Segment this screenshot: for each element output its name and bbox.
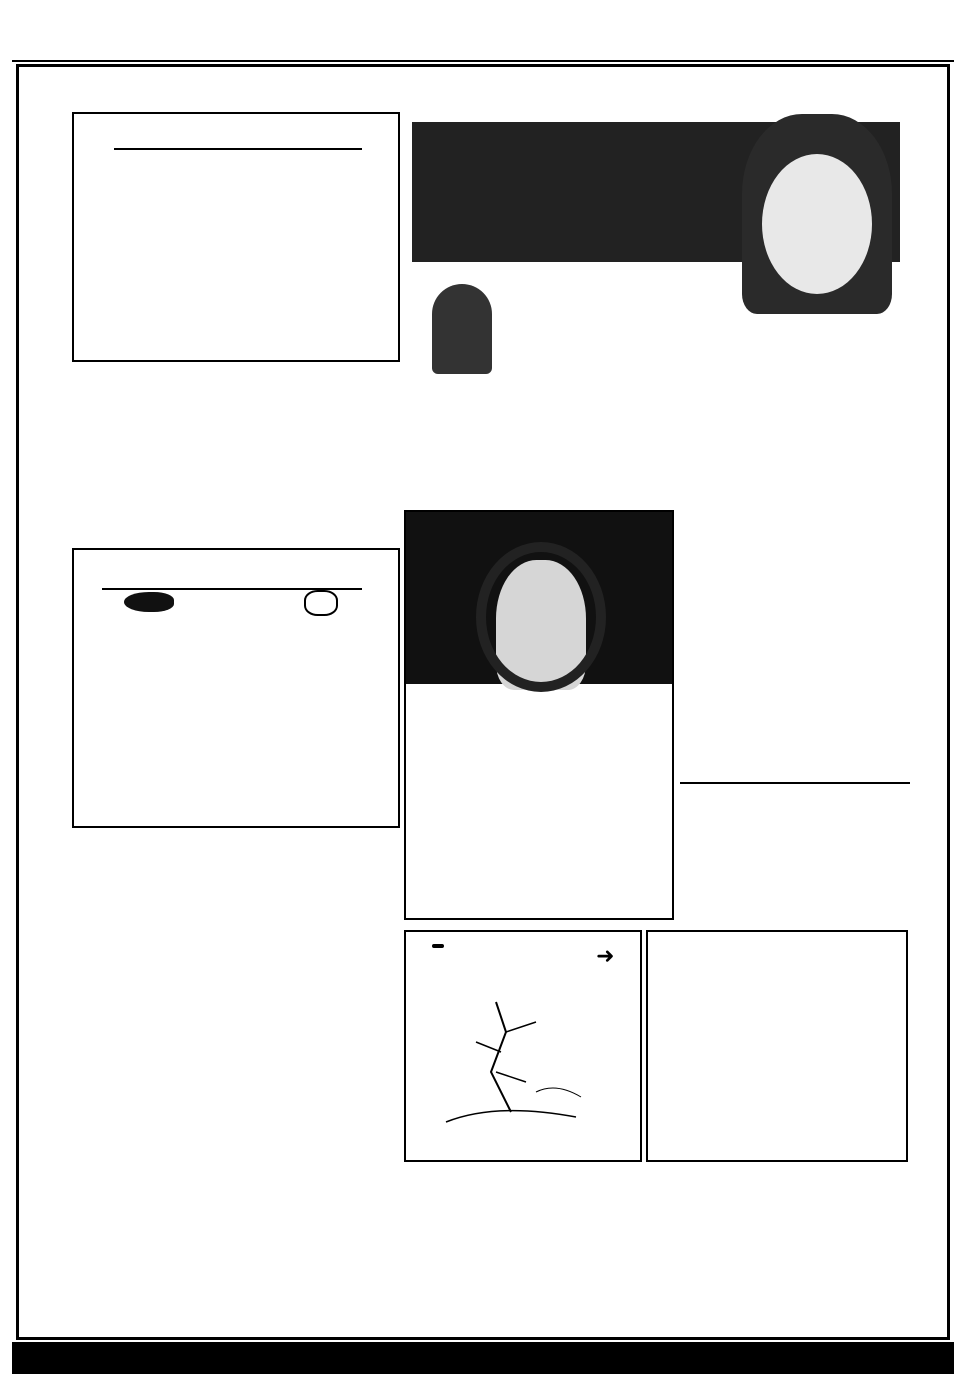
footer xyxy=(12,1342,954,1374)
center-photo-hair xyxy=(476,542,606,692)
watermark-strip-right xyxy=(922,95,944,1325)
puzzle-box xyxy=(72,112,400,362)
center-photo-box xyxy=(404,510,674,920)
watermark-strip-top xyxy=(40,72,920,88)
puzzle-grid xyxy=(94,178,354,298)
puzzle-title-rule xyxy=(114,148,362,150)
poem-box xyxy=(646,930,908,1162)
gift-rule xyxy=(680,782,910,784)
sketch-image xyxy=(436,992,586,1142)
watermark-strip-left xyxy=(22,95,44,1325)
dragon-icon xyxy=(304,590,338,616)
masthead-image xyxy=(412,114,900,494)
results-table xyxy=(404,1172,910,1302)
rat-icon xyxy=(124,592,174,612)
masthead-girl-figure xyxy=(432,284,492,374)
masthead-face xyxy=(762,154,872,294)
attached-label xyxy=(432,944,444,948)
arrow-right-icon: ➜ xyxy=(596,944,615,969)
lucky-box xyxy=(72,548,400,828)
history-list xyxy=(84,1240,400,1300)
attached-box xyxy=(404,930,642,1162)
header-rule xyxy=(12,60,954,62)
